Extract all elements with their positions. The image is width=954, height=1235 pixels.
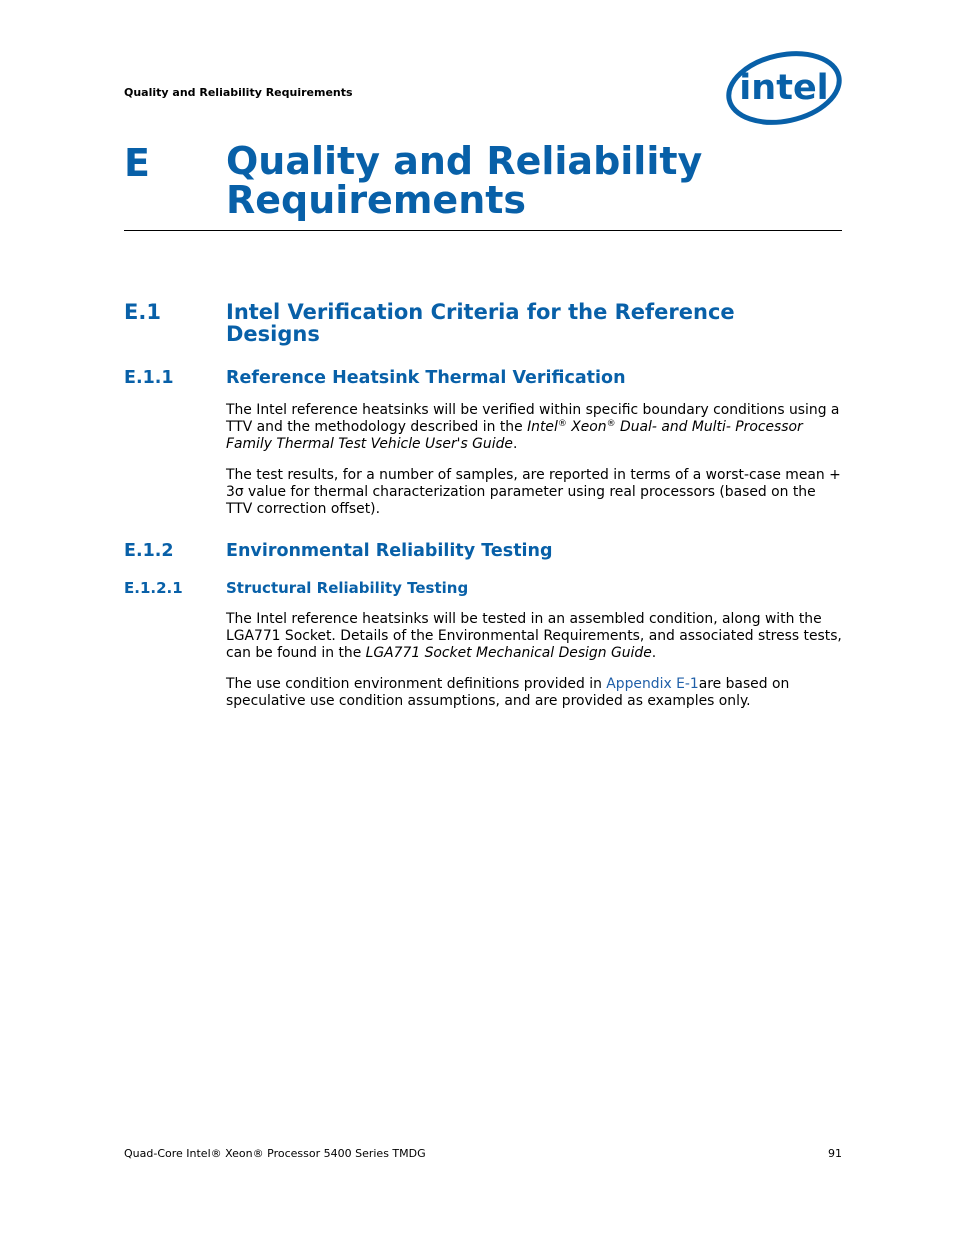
intel-logo	[722, 48, 846, 128]
paragraph-use-conditions: The use condition environment definitions provided in Appendix E-1are based on speculative use condition assumptions, and are provided as examples only.	[226, 676, 790, 709]
running-header: Quality and Reliability Requirements	[124, 86, 353, 99]
footer-page-number: 91	[828, 1147, 842, 1160]
paragraph-heatsink-verification: The Intel reference heatsinks will be verified within specific boundary conditions using a TTV and the methodology described in the Intel® Xeon® Dual- and Multi- Processor Family Thermal Test Vehicle User's Guide.	[226, 402, 840, 452]
section-e121-title: Structural Reliability Testing	[226, 579, 469, 597]
chapter-title: Quality and Reliability Requirements	[226, 139, 703, 222]
paragraph-structural-testing: The Intel reference heatsinks will be tested in an assembled condition, along with the LGA771 Socket. Details of the Environmental Requirements, and associated stress tests, can be found in the LGA771 Socket Mechanical Design Guide.	[226, 611, 842, 661]
section-e11-number: E.1.1	[124, 368, 174, 388]
section-e1-title: Intel Verification Criteria for the Reference Designs	[226, 300, 735, 346]
section-e121-number: E.1.2.1	[124, 579, 183, 597]
chapter-divider	[124, 230, 842, 231]
chapter-number: E	[124, 141, 150, 185]
appendix-e1-link[interactable]: Appendix E-1	[606, 676, 699, 692]
section-e11-title: Reference Heatsink Thermal Verification	[226, 368, 626, 388]
footer-document-title: Quad-Core Intel® Xeon® Processor 5400 Series TMDG	[124, 1147, 426, 1160]
paragraph-test-results: The test results, for a number of samples, are reported in terms of a worst-case mean + 3σ value for thermal characterization parameter using real processors (based on the TTV correction offset).	[226, 467, 841, 517]
logo-text: intel	[739, 68, 829, 108]
section-e1-number: E.1	[124, 300, 161, 324]
section-e12-title: Environmental Reliability Testing	[226, 541, 553, 561]
section-e12-number: E.1.2	[124, 541, 174, 561]
